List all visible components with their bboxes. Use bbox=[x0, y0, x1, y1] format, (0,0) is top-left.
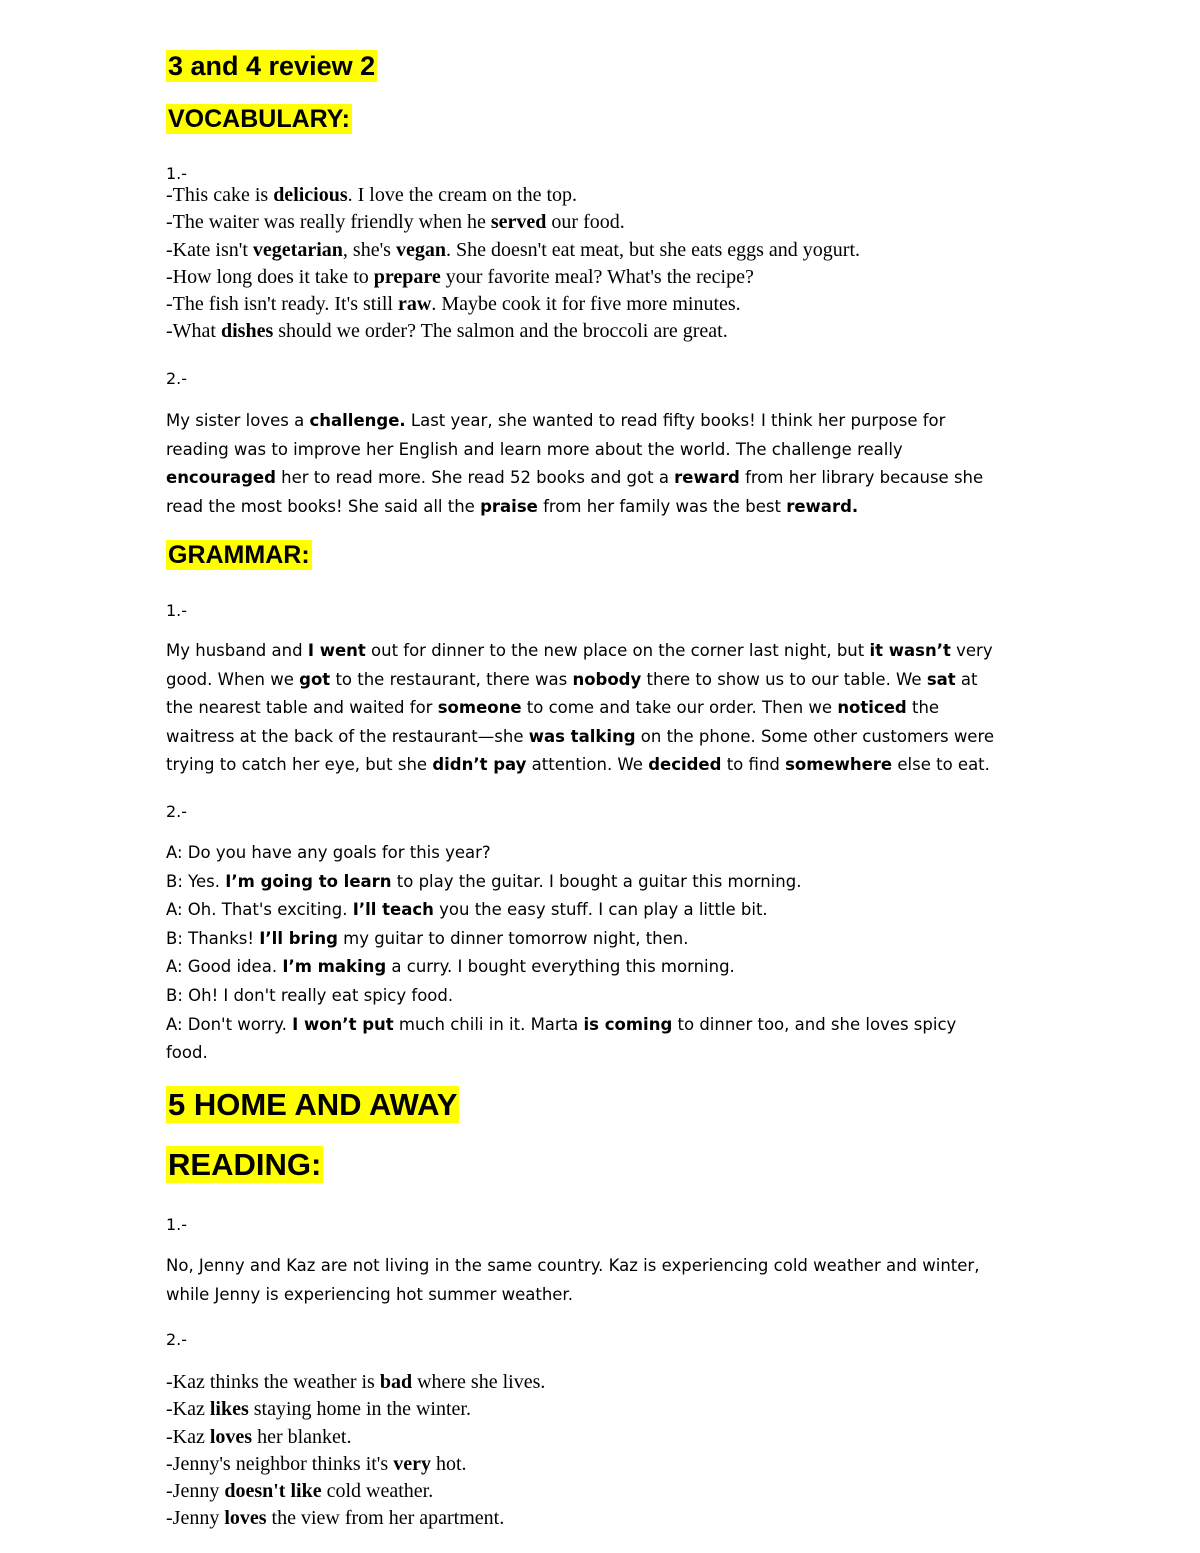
bold-answer: I’m going to learn bbox=[225, 871, 392, 891]
bold-answer: decided bbox=[648, 755, 722, 775]
bold-answer: vegetarian bbox=[252, 238, 343, 261]
text-run: A: Do you have any goals for this year? bbox=[166, 843, 491, 862]
text-run: while Jenny is experiencing hot summer weather. bbox=[166, 1284, 573, 1304]
grammar-ex2-dialogue bbox=[166, 839, 956, 1068]
text-run: . She doesn't eat meat, but she eats eggs and yogurt. bbox=[445, 238, 861, 261]
grammar-ex2-number: 2.- bbox=[166, 802, 188, 821]
text-run: her blanket. bbox=[252, 1425, 352, 1448]
text-run: , she's bbox=[342, 238, 396, 261]
text-line bbox=[166, 1369, 545, 1396]
text-run: the nearest table and waited for bbox=[166, 698, 438, 718]
bold-answer: raw bbox=[397, 293, 432, 316]
text-run: -Kaz thinks the weather is bbox=[166, 1371, 380, 1393]
text-line bbox=[166, 493, 983, 522]
vocabulary-ex2-paragraph bbox=[166, 407, 983, 521]
bold-answer: it wasn’t bbox=[869, 641, 951, 660]
text-line bbox=[166, 407, 983, 436]
text-run: trying to catch her eye, but she bbox=[166, 755, 433, 775]
bold-answer: doesn't like bbox=[224, 1480, 322, 1503]
text-run: A: Good idea. bbox=[166, 957, 283, 977]
text-run: waitress at the back of the restaurant—she bbox=[166, 726, 529, 746]
text-run: to play the guitar. I bought a guitar this morning. bbox=[391, 871, 802, 891]
bold-answer: sat bbox=[926, 669, 956, 689]
bold-answer: I’ll teach bbox=[352, 900, 434, 920]
text-run: -The fish isn't ready. It's still bbox=[166, 293, 398, 316]
text-line bbox=[166, 868, 956, 897]
text-run: No, Jenny and Kaz are not living in the same country. Kaz is experiencing cold weather and winter, bbox=[166, 1256, 980, 1275]
text-run: -Jenny bbox=[166, 1480, 225, 1503]
bold-answer: praise bbox=[480, 496, 538, 516]
bold-answer: I’ll bring bbox=[259, 928, 338, 948]
text-run: our food. bbox=[546, 211, 625, 234]
vocabulary-ex1-number: 1.- bbox=[166, 164, 188, 183]
text-line bbox=[166, 209, 860, 236]
text-line bbox=[166, 637, 994, 666]
text-run: A: Oh. That's exciting. bbox=[166, 900, 353, 920]
text-run: -Kaz bbox=[166, 1398, 210, 1421]
reading-heading: READING: bbox=[168, 1147, 322, 1182]
bold-answer: reward. bbox=[786, 496, 859, 516]
text-line bbox=[166, 839, 956, 868]
text-run: very bbox=[950, 641, 993, 660]
text-run: My husband and bbox=[166, 641, 308, 660]
bold-answer: somewhere bbox=[785, 755, 893, 775]
text-run: My sister loves a bbox=[166, 411, 310, 430]
text-run: should we order? The salmon and the broccoli are great. bbox=[273, 320, 728, 343]
text-run: to the restaurant, there was bbox=[330, 669, 573, 689]
text-run: there to show us to our table. We bbox=[641, 669, 927, 689]
text-line bbox=[166, 694, 994, 723]
text-run: to come and take our order. Then we bbox=[521, 698, 838, 718]
text-run: read the most books! She said all the bbox=[166, 496, 481, 516]
text-line bbox=[166, 1478, 545, 1505]
text-line bbox=[166, 182, 860, 209]
text-line bbox=[166, 291, 860, 318]
text-run: . Maybe cook it for five more minutes. bbox=[431, 293, 741, 316]
bold-answer: nobody bbox=[572, 669, 642, 689]
reading-ex2-number: 2.- bbox=[166, 1330, 188, 1349]
text-run: the bbox=[906, 698, 940, 718]
grammar-heading: GRAMMAR: bbox=[168, 541, 310, 569]
bold-answer: bad bbox=[379, 1371, 413, 1393]
text-line bbox=[166, 1505, 545, 1532]
text-run: B: Yes. bbox=[166, 871, 226, 891]
bold-answer: I went bbox=[307, 641, 366, 660]
text-run: B: Thanks! bbox=[166, 928, 260, 948]
bold-answer: encouraged bbox=[166, 468, 276, 488]
text-line bbox=[166, 953, 956, 982]
text-run: much chili in it. Marta bbox=[393, 1014, 584, 1034]
grammar-ex1-number: 1.- bbox=[166, 601, 188, 620]
text-run: her to read more. She read 52 books and got a bbox=[275, 468, 675, 488]
text-run: -The waiter was really friendly when he bbox=[166, 211, 491, 234]
text-run: you the easy stuff. I can play a little bit. bbox=[433, 900, 768, 920]
text-run: where she lives. bbox=[412, 1371, 546, 1393]
vocabulary-ex1-list bbox=[166, 182, 860, 346]
text-run: out for dinner to the new place on the corner last night, but bbox=[365, 641, 870, 660]
text-run: -Kate isn't bbox=[166, 238, 253, 261]
text-run: to dinner too, and she loves spicy bbox=[672, 1014, 957, 1034]
bold-answer: I’m making bbox=[282, 957, 387, 977]
text-run: from her library because she bbox=[739, 468, 984, 488]
bold-answer: got bbox=[299, 669, 331, 689]
bold-answer: prepare bbox=[373, 265, 441, 288]
bold-answer: I won’t put bbox=[292, 1014, 394, 1034]
text-line bbox=[166, 896, 956, 925]
text-line bbox=[166, 237, 860, 264]
bold-answer: loves bbox=[209, 1425, 253, 1448]
text-line bbox=[166, 264, 860, 291]
text-run: reading was to improve her English and learn more about the world. The challenge really bbox=[166, 439, 903, 459]
text-run: else to eat. bbox=[892, 755, 990, 775]
text-run: cold weather. bbox=[321, 1480, 434, 1503]
text-run: your favorite meal? What's the recipe? bbox=[440, 265, 754, 288]
text-run: -What bbox=[166, 320, 221, 343]
text-line bbox=[166, 1039, 956, 1068]
document-title: 3 and 4 review 2 bbox=[168, 51, 376, 81]
text-line bbox=[166, 1281, 979, 1310]
text-run: at bbox=[955, 669, 978, 689]
text-line bbox=[166, 1011, 956, 1040]
reading-ex1-paragraph bbox=[166, 1252, 979, 1309]
bold-answer: delicious bbox=[273, 184, 348, 206]
bold-answer: likes bbox=[209, 1398, 249, 1421]
text-run: B: Oh! I don't really eat spicy food. bbox=[166, 985, 454, 1005]
bold-answer: loves bbox=[224, 1507, 267, 1530]
text-run: from her family was the best bbox=[537, 496, 787, 516]
text-line bbox=[166, 982, 956, 1011]
text-line bbox=[166, 925, 956, 954]
reading-ex1-number: 1.- bbox=[166, 1215, 188, 1234]
bold-answer: challenge. bbox=[309, 411, 406, 430]
text-run: -How long does it take to bbox=[166, 265, 374, 288]
text-line bbox=[166, 666, 994, 695]
bold-answer: dishes bbox=[220, 320, 274, 343]
text-run: -Kaz bbox=[166, 1425, 210, 1448]
bold-answer: served bbox=[490, 211, 547, 234]
text-run: a curry. I bought everything this morning. bbox=[386, 957, 735, 977]
bold-answer: is coming bbox=[583, 1014, 673, 1034]
text-run: hot. bbox=[430, 1452, 467, 1475]
text-line bbox=[166, 1451, 545, 1478]
text-run: staying home in the winter. bbox=[248, 1398, 471, 1421]
text-line bbox=[166, 464, 983, 493]
bold-answer: noticed bbox=[837, 698, 907, 718]
text-line bbox=[166, 1396, 545, 1423]
reading-ex2-list bbox=[166, 1369, 545, 1533]
text-line bbox=[166, 1252, 979, 1281]
text-run: -Jenny's neighbor thinks it's bbox=[166, 1452, 394, 1475]
bold-answer: reward bbox=[674, 468, 740, 488]
text-run: Last year, she wanted to read fifty books! I think her purpose for bbox=[405, 411, 946, 430]
text-run: A: Don't worry. bbox=[166, 1014, 293, 1034]
bold-answer: was talking bbox=[528, 726, 636, 746]
bold-answer: very bbox=[393, 1452, 431, 1475]
unit5-heading: 5 HOME AND AWAY bbox=[168, 1087, 458, 1122]
vocabulary-heading: VOCABULARY: bbox=[168, 105, 350, 133]
bold-answer: didn’t pay bbox=[432, 755, 527, 775]
text-run: good. When we bbox=[166, 669, 300, 689]
text-run: . I love the cream on the top. bbox=[347, 184, 578, 206]
bold-answer: vegan bbox=[395, 238, 446, 261]
text-line bbox=[166, 1424, 545, 1451]
vocabulary-ex2-number: 2.- bbox=[166, 369, 188, 388]
text-run: attention. We bbox=[526, 755, 649, 775]
text-run: on the phone. Some other customers were bbox=[635, 726, 995, 746]
text-line bbox=[166, 723, 994, 752]
text-line bbox=[166, 751, 994, 780]
text-run: food. bbox=[166, 1043, 208, 1063]
text-run: the view from her apartment. bbox=[266, 1507, 505, 1530]
text-line bbox=[166, 436, 983, 465]
text-run: my guitar to dinner tomorrow night, then. bbox=[337, 928, 689, 948]
bold-answer: someone bbox=[437, 698, 522, 718]
text-run: -This cake is bbox=[166, 184, 274, 206]
text-line bbox=[166, 318, 860, 345]
text-run: -Jenny bbox=[166, 1507, 225, 1530]
grammar-ex1-paragraph bbox=[166, 637, 994, 780]
text-run: to find bbox=[721, 755, 786, 775]
